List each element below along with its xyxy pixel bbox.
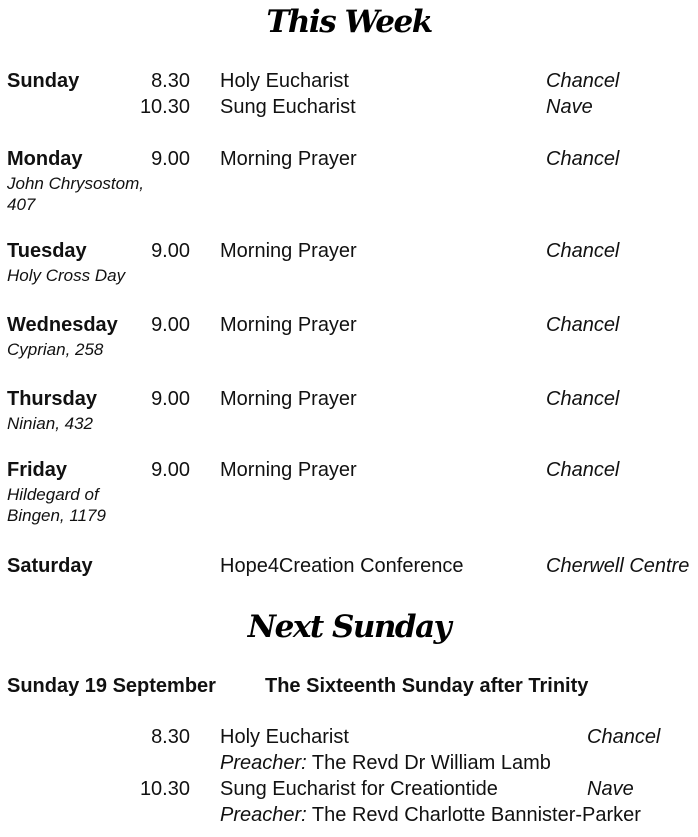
service-time: 10.30 <box>139 96 190 118</box>
service-time: 10.30 <box>139 778 190 800</box>
saint-commemoration: Cyprian, 258 <box>7 340 104 359</box>
service-location: Nave <box>546 96 593 118</box>
service-name: Morning Prayer <box>220 314 357 336</box>
day-sunday: Sunday <box>7 70 80 92</box>
this-week-heading: This Week <box>266 4 432 40</box>
service-location: Chancel <box>546 148 620 170</box>
service-location: Cherwell Centre <box>546 555 690 577</box>
service-location: Chancel <box>587 726 661 748</box>
service-time: 8.30 <box>151 70 190 92</box>
service-time: 8.30 <box>151 726 190 748</box>
service-name: Sung Eucharist <box>220 96 356 118</box>
service-location: Chancel <box>546 459 620 481</box>
service-location: Chancel <box>546 388 620 410</box>
service-name: Morning Prayer <box>220 240 357 262</box>
service-time: 9.00 <box>151 314 190 336</box>
service-name: Hope4Creation Conference <box>220 555 464 577</box>
service-time: 9.00 <box>151 388 190 410</box>
preacher-name: The Revd Charlotte Bannister-Parker <box>311 804 641 826</box>
service-name: Holy Eucharist <box>220 70 349 92</box>
service-name: Morning Prayer <box>220 388 357 410</box>
preacher-name: The Revd Dr William Lamb <box>311 752 551 774</box>
day-wednesday: Wednesday <box>7 314 118 336</box>
saint-commemoration: John Chrysostom, 407 <box>7 174 144 214</box>
next-sunday-occasion: The Sixteenth Sunday after Trinity <box>265 675 589 697</box>
preacher-line <box>220 803 641 827</box>
service-name: Sung Eucharist for Creationtide <box>220 778 498 800</box>
next-sunday-heading: Next Sunday <box>247 609 451 645</box>
day-tuesday: Tuesday <box>7 240 87 262</box>
next-sunday-date: Sunday 19 September <box>7 675 216 697</box>
service-name: Morning Prayer <box>220 148 357 170</box>
service-time: 9.00 <box>151 459 190 481</box>
saint-commemoration: Ninian, 432 <box>7 414 94 433</box>
preacher-label: Preacher: <box>220 804 307 826</box>
saint-commemoration: Hildegard of Bingen, 1179 <box>7 485 106 525</box>
preacher-line <box>220 751 551 775</box>
service-time: 9.00 <box>151 240 190 262</box>
service-location: Chancel <box>546 70 620 92</box>
service-location: Chancel <box>546 314 620 336</box>
service-name: Morning Prayer <box>220 459 357 481</box>
day-thursday: Thursday <box>7 388 98 410</box>
saint-commemoration: Holy Cross Day <box>7 266 126 285</box>
day-monday: Monday <box>7 148 83 170</box>
service-time: 9.00 <box>151 148 190 170</box>
day-saturday: Saturday <box>7 555 93 577</box>
day-friday: Friday <box>7 459 68 481</box>
service-name: Holy Eucharist <box>220 726 349 748</box>
preacher-label: Preacher: <box>220 752 307 774</box>
service-location: Chancel <box>546 240 620 262</box>
service-location: Nave <box>587 778 634 800</box>
